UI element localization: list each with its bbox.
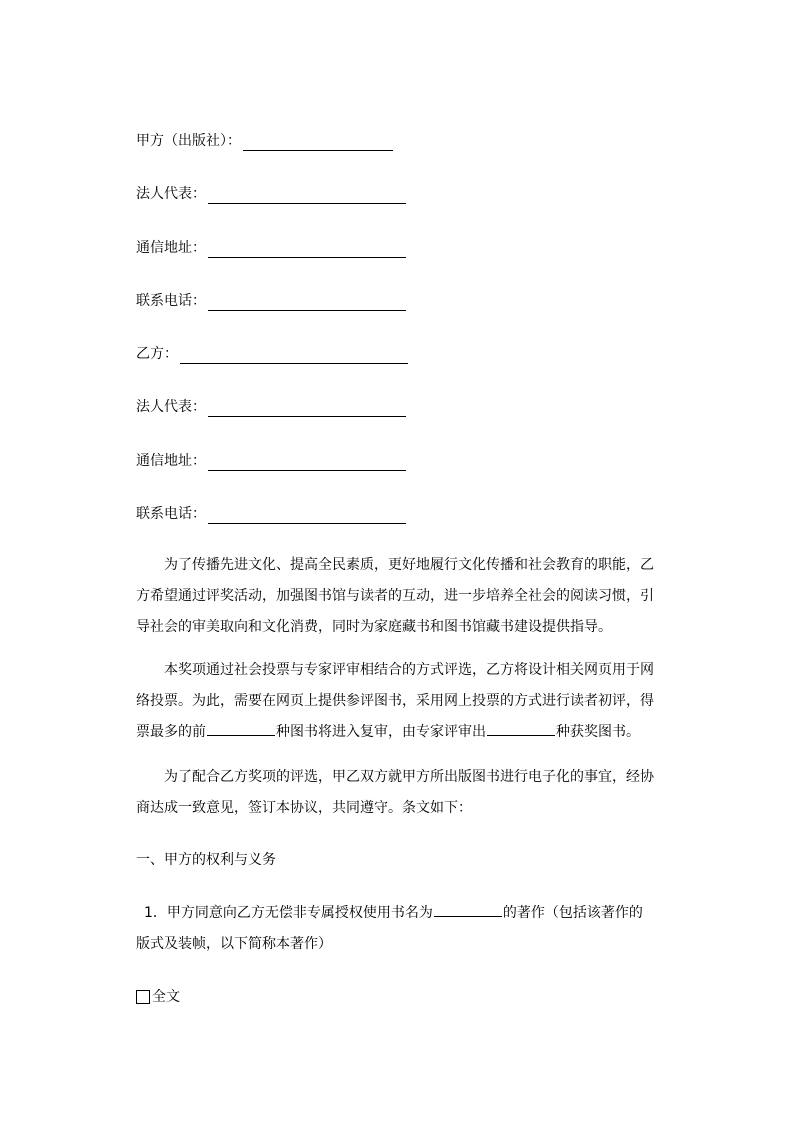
party-a-address-field: [136, 238, 406, 258]
party-a-phone-label: 联系电话：: [136, 293, 206, 309]
party-b-legal-rep-blank[interactable]: [208, 401, 406, 417]
paragraph-line: 方希望通过评奖活动，加强图书馆与读者的互动，进一步培养全社会的阅读习惯，引: [136, 588, 654, 604]
party-a-legal-rep-label: 法人代表：: [136, 186, 206, 202]
party-a-phone-field: [136, 291, 406, 311]
paragraph-agreement: [136, 762, 702, 824]
text-segment: 种图书将进入复审，由专家评审出: [276, 724, 486, 740]
party-b-name-label: 乙方：: [136, 346, 178, 362]
party-b-address-field: [136, 451, 406, 471]
text-segment: 1．甲方同意向乙方无偿非专属授权使用书名为: [144, 905, 433, 921]
party-a-legal-rep-field: [136, 184, 406, 204]
paragraph-line: 本奖项通过社会投票与专家评审相结合的方式评选，乙方将设计相关网页用于网: [164, 662, 654, 678]
party-b-phone-field: [136, 504, 406, 524]
paragraph-line: 为了传播先进文化、提高全民素质，更好地履行文化传播和社会教育的职能，乙: [164, 557, 654, 573]
paragraph-line: 络投票。为此，需要在网页上提供参评图书，采用网上投票的方式进行读者初评，得: [136, 693, 654, 709]
clause-item-1: [136, 898, 702, 960]
party-a-address-label: 通信地址：: [136, 240, 206, 256]
party-b-name-field: [136, 344, 408, 364]
initial-count-blank[interactable]: [207, 721, 275, 736]
section-heading: 一、甲方的权利与义务: [136, 852, 276, 868]
full-text-label: 全文: [152, 989, 180, 1005]
party-b-address-blank[interactable]: [208, 455, 406, 471]
paragraph-line-with-blanks: [136, 717, 702, 748]
paragraph-line: 导社会的审美取向和文化消费，同时为家庭藏书和图书馆藏书建设提供指导。: [136, 619, 612, 635]
book-title-blank[interactable]: [434, 902, 502, 917]
paragraph-purpose: [136, 550, 702, 643]
party-a-name-blank[interactable]: [243, 135, 393, 151]
party-b-phone-label: 联系电话：: [136, 506, 206, 522]
paragraph-line: 商达成一致意见，签订本协议，共同遵守。条文如下：: [136, 800, 472, 816]
paragraph-award-method: [136, 655, 702, 748]
checkbox-icon[interactable]: [136, 990, 150, 1004]
paragraph-line: 为了配合乙方奖项的评选，甲乙双方就甲方所出版图书进行电子化的事宜，经协: [164, 769, 654, 785]
text-segment: 的著作（包括该著作的: [502, 905, 643, 921]
party-a-phone-blank[interactable]: [208, 295, 406, 311]
party-a-name-label: 甲方（出版社）：: [136, 133, 241, 149]
paragraph-line-with-blank: [136, 898, 702, 929]
party-b-legal-rep-label: 法人代表：: [136, 399, 206, 415]
full-text-option[interactable]: [136, 987, 180, 1007]
party-a-legal-rep-blank[interactable]: [208, 188, 406, 204]
award-count-blank[interactable]: [487, 721, 555, 736]
paragraph-line: 版式及装帧，以下简称本著作）: [136, 936, 332, 952]
text-segment: 种获奖图书。: [556, 724, 640, 740]
party-b-legal-rep-field: [136, 397, 406, 417]
party-b-phone-blank[interactable]: [208, 508, 406, 524]
text-segment: 票最多的前: [136, 724, 206, 740]
party-a-name-field: [136, 131, 393, 151]
party-b-name-blank[interactable]: [180, 348, 408, 364]
party-b-address-label: 通信地址：: [136, 453, 206, 469]
party-a-address-blank[interactable]: [208, 242, 406, 258]
